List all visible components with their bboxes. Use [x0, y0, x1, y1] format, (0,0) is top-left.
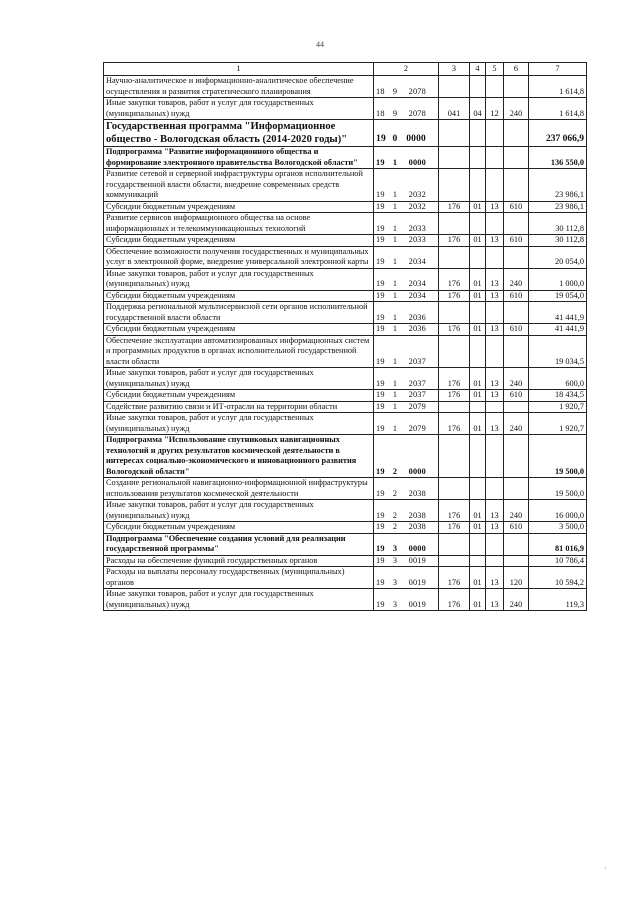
- code-program: 19: [376, 522, 385, 531]
- row-code-cell: [374, 120, 439, 147]
- row-amount-cell: 23 986,1: [529, 201, 587, 213]
- row-subsection-cell: 13: [486, 201, 504, 213]
- table-row: [104, 500, 587, 522]
- header-cell: 4: [470, 63, 486, 76]
- row-subsection-cell: [486, 478, 504, 500]
- row-section-cell: 01: [470, 413, 486, 435]
- budget-table: [103, 62, 587, 611]
- code-subprogram: 1: [392, 279, 398, 288]
- row-expense-type-cell: 610: [504, 201, 529, 213]
- row-expense-type-cell: 240: [504, 413, 529, 435]
- row-name-cell: Субсидии бюджетным учреждениям: [104, 522, 374, 534]
- row-code-cell: [374, 567, 439, 589]
- code-program: 19: [376, 257, 385, 266]
- row-subsection-cell: [486, 246, 504, 268]
- row-code-cell: [374, 169, 439, 202]
- row-expense-type-cell: [504, 147, 529, 169]
- table-row: [104, 213, 587, 235]
- code-direction: 0019: [408, 599, 426, 609]
- code-program: 19: [376, 157, 385, 167]
- row-section-cell: [470, 147, 486, 169]
- row-expense-type-cell: [504, 401, 529, 413]
- code-direction: 2079: [408, 401, 426, 411]
- row-amount-cell: 19 500,0: [529, 478, 587, 500]
- code-direction: 2034: [408, 290, 426, 300]
- code-program: 19: [376, 312, 385, 322]
- row-section-cell: 01: [470, 201, 486, 213]
- row-subsection-cell: 13: [486, 268, 504, 290]
- row-amount-cell: 41 441,9: [529, 324, 587, 336]
- row-code-cell: [374, 368, 439, 390]
- code-direction: 2032: [408, 201, 426, 211]
- row-expense-type-cell: 610: [504, 390, 529, 402]
- row-amount-cell: 237 066,9: [529, 120, 587, 147]
- row-expense-type-cell: [504, 335, 529, 368]
- code-program: 19: [376, 466, 385, 476]
- row-ministry-cell: [439, 435, 470, 478]
- row-subsection-cell: [486, 169, 504, 202]
- code-direction: 0019: [408, 577, 426, 587]
- row-expense-type-cell: [504, 120, 529, 147]
- table-row: [104, 390, 587, 402]
- row-amount-cell: 81 016,9: [529, 533, 587, 555]
- row-section-cell: [470, 302, 486, 324]
- row-subsection-cell: [486, 555, 504, 567]
- row-subsection-cell: 13: [486, 522, 504, 534]
- code-program: 19: [376, 356, 385, 366]
- row-name-cell: Субсидии бюджетным учреждениям: [104, 390, 374, 402]
- row-name-cell: Субсидии бюджетным учреждениям: [104, 290, 374, 302]
- row-section-cell: [470, 246, 486, 268]
- row-subsection-cell: [486, 533, 504, 555]
- row-name-cell: Развитие сервисов информационного общества на основе информационных и телекоммуникационных технологий: [104, 213, 374, 235]
- row-amount-cell: 1 000,0: [529, 268, 587, 290]
- row-code-cell: [374, 201, 439, 213]
- row-section-cell: [470, 401, 486, 413]
- code-subprogram: 1: [392, 157, 398, 167]
- row-ministry-cell: [439, 302, 470, 324]
- row-name-cell: Подпрограмма "Использование спутниковых навигационных технологий и других результатов космической деятельности в интересах социально-экономического и инновационного развития Вологодской области": [104, 435, 374, 478]
- row-expense-type-cell: [504, 246, 529, 268]
- row-expense-type-cell: [504, 302, 529, 324]
- code-program: 18: [376, 108, 385, 118]
- row-code-cell: [374, 324, 439, 336]
- row-name-cell: Иные закупки товаров, работ и услуг для государственных (муниципальных) нужд: [104, 98, 374, 120]
- row-subsection-cell: 13: [486, 368, 504, 390]
- code-program: 19: [376, 390, 385, 399]
- table-row: [104, 147, 587, 169]
- row-section-cell: 01: [470, 324, 486, 336]
- row-code-cell: [374, 98, 439, 120]
- table-row: [104, 555, 587, 567]
- code-direction: 2078: [408, 86, 426, 96]
- table-row: [104, 201, 587, 213]
- code-subprogram: 2: [392, 522, 398, 531]
- code-program: 19: [376, 324, 385, 333]
- table-row: [104, 478, 587, 500]
- code-program: 19: [376, 577, 385, 587]
- table-row: [104, 522, 587, 534]
- code-direction: 2033: [408, 223, 426, 233]
- row-section-cell: 01: [470, 368, 486, 390]
- row-ministry-cell: [439, 76, 470, 98]
- row-ministry-cell: [439, 555, 470, 567]
- row-name-cell: Расходы на выплаты персоналу государственных (муниципальных) органов: [104, 567, 374, 589]
- row-expense-type-cell: 610: [504, 290, 529, 302]
- row-ministry-cell: [439, 533, 470, 555]
- code-subprogram: 1: [392, 201, 398, 211]
- row-subsection-cell: [486, 435, 504, 478]
- code-subprogram: 1: [392, 190, 398, 199]
- code-subprogram: 3: [392, 577, 398, 587]
- row-expense-type-cell: [504, 169, 529, 202]
- row-ministry-cell: 176: [439, 368, 470, 390]
- code-subprogram: 1: [392, 257, 398, 266]
- row-section-cell: 04: [470, 98, 486, 120]
- row-name-cell: Подпрограмма "Развитие информационного общества и формирование электронного правительства Вологодской области": [104, 147, 374, 169]
- table-row: [104, 589, 587, 611]
- code-subprogram: 1: [392, 324, 398, 333]
- table-row: [104, 435, 587, 478]
- row-amount-cell: 3 500,0: [529, 522, 587, 534]
- code-direction: 0000: [408, 544, 426, 553]
- row-name-cell: Иные закупки товаров, работ и услуг для государственных (муниципальных) нужд: [104, 500, 374, 522]
- row-section-cell: 01: [470, 235, 486, 247]
- code-direction: 2038: [408, 522, 426, 531]
- row-expense-type-cell: 240: [504, 589, 529, 611]
- header-cell: 5: [486, 63, 504, 76]
- row-expense-type-cell: 240: [504, 500, 529, 522]
- row-expense-type-cell: 610: [504, 522, 529, 534]
- row-name-cell: Научно-аналитическое и информационно-аналитическое обеспечение осуществления и развития стратегического планирования: [104, 76, 374, 98]
- row-name-cell: Подпрограмма "Обеспечение создания условий для реализации государственной программы": [104, 533, 374, 555]
- row-code-cell: [374, 435, 439, 478]
- code-program: 19: [376, 423, 385, 433]
- table-row: [104, 76, 587, 98]
- code-direction: 2079: [408, 423, 426, 433]
- footer-mark: ': [604, 866, 606, 875]
- code-subprogram: 1: [392, 356, 398, 366]
- code-program: 19: [376, 279, 385, 288]
- row-ministry-cell: 176: [439, 500, 470, 522]
- code-subprogram: 1: [392, 312, 398, 322]
- row-section-cell: 01: [470, 567, 486, 589]
- code-program: 18: [376, 86, 385, 96]
- page-number: 44: [316, 40, 324, 49]
- row-section-cell: [470, 435, 486, 478]
- row-subsection-cell: 13: [486, 324, 504, 336]
- row-code-cell: [374, 478, 439, 500]
- row-name-cell: Субсидии бюджетным учреждениям: [104, 324, 374, 336]
- code-program: 19: [376, 378, 385, 388]
- row-amount-cell: 20 054,0: [529, 246, 587, 268]
- row-subsection-cell: [486, 213, 504, 235]
- table-row: [104, 169, 587, 202]
- row-amount-cell: 19 500,0: [529, 435, 587, 478]
- row-code-cell: [374, 147, 439, 169]
- code-program: 19: [376, 201, 385, 211]
- row-name-cell: Развитие сетевой и серверной инфраструктуры органов исполнительной государственной власти области, внедрение современных средств коммуникаций: [104, 169, 374, 202]
- row-expense-type-cell: 240: [504, 368, 529, 390]
- code-direction: 2038: [408, 488, 426, 498]
- row-section-cell: [470, 335, 486, 368]
- code-direction: 2078: [408, 108, 426, 118]
- row-name-cell: Иные закупки товаров, работ и услуг для государственных (муниципальных) нужд: [104, 413, 374, 435]
- code-direction: 2038: [408, 510, 426, 520]
- row-expense-type-cell: [504, 478, 529, 500]
- row-name-cell: Содействие развитию связи и ИТ-отрасли на территории области: [104, 401, 374, 413]
- row-name-cell: Субсидии бюджетным учреждениям: [104, 235, 374, 247]
- row-ministry-cell: [439, 213, 470, 235]
- code-subprogram: 1: [392, 390, 398, 399]
- table-body: [104, 63, 587, 611]
- code-direction: 0000: [408, 466, 426, 476]
- row-code-cell: [374, 268, 439, 290]
- row-ministry-cell: 176: [439, 413, 470, 435]
- table-row: [104, 533, 587, 555]
- row-name-cell: Расходы на обеспечение функций государственных органов: [104, 555, 374, 567]
- code-program: 19: [376, 599, 385, 609]
- row-expense-type-cell: 240: [504, 98, 529, 120]
- row-name-cell: Государственная программа "Информационное общество - Вологодская область (2014-2020 годы)": [104, 120, 374, 147]
- row-ministry-cell: 176: [439, 201, 470, 213]
- row-subsection-cell: 13: [486, 390, 504, 402]
- row-section-cell: [470, 76, 486, 98]
- code-subprogram: 2: [392, 488, 398, 498]
- code-program: 19: [376, 190, 385, 199]
- row-amount-cell: 1 920,7: [529, 401, 587, 413]
- row-code-cell: [374, 500, 439, 522]
- row-code-cell: [374, 555, 439, 567]
- row-ministry-cell: [439, 169, 470, 202]
- table-row: [104, 302, 587, 324]
- row-ministry-cell: [439, 120, 470, 147]
- row-expense-type-cell: 610: [504, 324, 529, 336]
- table-row: [104, 335, 587, 368]
- row-ministry-cell: [439, 246, 470, 268]
- table-row: [104, 413, 587, 435]
- code-direction: 2034: [408, 279, 426, 288]
- row-subsection-cell: 13: [486, 290, 504, 302]
- row-code-cell: [374, 533, 439, 555]
- row-ministry-cell: 176: [439, 290, 470, 302]
- table-header-row: [104, 63, 587, 76]
- row-ministry-cell: [439, 478, 470, 500]
- table-row: [104, 290, 587, 302]
- header-cell: 3: [439, 63, 470, 76]
- row-ministry-cell: 176: [439, 390, 470, 402]
- row-section-cell: 01: [470, 589, 486, 611]
- row-code-cell: [374, 335, 439, 368]
- row-amount-cell: 30 112,8: [529, 235, 587, 247]
- code-direction: 0019: [408, 555, 426, 565]
- code-direction: 2032: [408, 190, 426, 199]
- row-code-cell: [374, 390, 439, 402]
- row-ministry-cell: [439, 401, 470, 413]
- code-subprogram: 2: [392, 466, 398, 476]
- row-section-cell: [470, 555, 486, 567]
- row-section-cell: [470, 533, 486, 555]
- row-section-cell: 01: [470, 500, 486, 522]
- table-row: [104, 120, 587, 147]
- row-expense-type-cell: [504, 435, 529, 478]
- row-name-cell: Иные закупки товаров, работ и услуг для государственных (муниципальных) нужд: [104, 589, 374, 611]
- header-cell: 6: [504, 63, 529, 76]
- row-subsection-cell: [486, 147, 504, 169]
- table-row: [104, 324, 587, 336]
- row-subsection-cell: 13: [486, 589, 504, 611]
- row-section-cell: 01: [470, 290, 486, 302]
- row-expense-type-cell: 240: [504, 268, 529, 290]
- row-amount-cell: 1 920,7: [529, 413, 587, 435]
- row-ministry-cell: 176: [439, 589, 470, 611]
- row-amount-cell: 16 000,0: [529, 500, 587, 522]
- row-ministry-cell: 176: [439, 324, 470, 336]
- code-subprogram: 3: [392, 544, 398, 553]
- row-code-cell: [374, 76, 439, 98]
- code-program: 19: [376, 401, 385, 411]
- code-subprogram: 1: [392, 378, 398, 388]
- row-name-cell: Иные закупки товаров, работ и услуг для государственных (муниципальных) нужд: [104, 268, 374, 290]
- code-program: 19: [376, 235, 385, 244]
- row-code-cell: [374, 213, 439, 235]
- row-amount-cell: 41 441,9: [529, 302, 587, 324]
- code-program: 19: [376, 555, 385, 565]
- row-subsection-cell: [486, 401, 504, 413]
- code-program: 19: [376, 134, 386, 144]
- row-name-cell: Создание региональной навигационно-информационной инфраструктуры использования результатов космической деятельности: [104, 478, 374, 500]
- row-amount-cell: 1 614,8: [529, 76, 587, 98]
- row-ministry-cell: 176: [439, 268, 470, 290]
- row-amount-cell: 136 550,0: [529, 147, 587, 169]
- row-expense-type-cell: [504, 76, 529, 98]
- row-code-cell: [374, 290, 439, 302]
- row-code-cell: [374, 413, 439, 435]
- row-amount-cell: 30 112,8: [529, 213, 587, 235]
- code-direction: 2033: [408, 235, 426, 244]
- code-program: 19: [376, 223, 385, 233]
- row-amount-cell: 19 054,0: [529, 290, 587, 302]
- code-direction: 2036: [408, 312, 426, 322]
- row-section-cell: 01: [470, 522, 486, 534]
- row-expense-type-cell: 120: [504, 567, 529, 589]
- row-ministry-cell: 041: [439, 98, 470, 120]
- row-subsection-cell: [486, 76, 504, 98]
- code-subprogram: 0: [392, 134, 398, 144]
- code-subprogram: 2: [392, 510, 398, 520]
- table-row: [104, 235, 587, 247]
- row-ministry-cell: [439, 335, 470, 368]
- code-direction: 2036: [408, 324, 426, 333]
- row-code-cell: [374, 302, 439, 324]
- row-code-cell: [374, 246, 439, 268]
- row-code-cell: [374, 401, 439, 413]
- row-subsection-cell: [486, 120, 504, 147]
- table-row: [104, 246, 587, 268]
- row-section-cell: 01: [470, 390, 486, 402]
- row-expense-type-cell: [504, 533, 529, 555]
- row-amount-cell: 18 434,5: [529, 390, 587, 402]
- row-subsection-cell: 13: [486, 413, 504, 435]
- code-subprogram: 1: [392, 290, 398, 300]
- row-amount-cell: 600,0: [529, 368, 587, 390]
- code-direction: 2034: [408, 257, 426, 266]
- row-name-cell: Обеспечение эксплуатации автоматизированных информационных систем и программных продуктов в органах исполнительной государственной власти области: [104, 335, 374, 368]
- code-direction: 0000: [406, 134, 426, 144]
- header-cell: 2: [374, 63, 439, 76]
- row-amount-cell: 23 986,1: [529, 169, 587, 202]
- row-section-cell: [470, 169, 486, 202]
- row-section-cell: 01: [470, 268, 486, 290]
- code-subprogram: 1: [392, 401, 398, 411]
- table-row: [104, 268, 587, 290]
- table-row: [104, 567, 587, 589]
- row-subsection-cell: 13: [486, 235, 504, 247]
- row-ministry-cell: [439, 147, 470, 169]
- row-section-cell: [470, 120, 486, 147]
- row-code-cell: [374, 522, 439, 534]
- row-amount-cell: 19 034,5: [529, 335, 587, 368]
- table-row: [104, 98, 587, 120]
- code-program: 19: [376, 544, 385, 553]
- code-subprogram: 1: [392, 423, 398, 433]
- code-direction: 0000: [408, 157, 426, 167]
- row-subsection-cell: [486, 302, 504, 324]
- code-subprogram: 9: [392, 86, 398, 96]
- row-code-cell: [374, 235, 439, 247]
- row-expense-type-cell: [504, 213, 529, 235]
- row-subsection-cell: [486, 335, 504, 368]
- row-amount-cell: 10 786,4: [529, 555, 587, 567]
- row-ministry-cell: 176: [439, 522, 470, 534]
- row-ministry-cell: 176: [439, 567, 470, 589]
- code-direction: 2037: [408, 390, 426, 399]
- row-name-cell: Субсидии бюджетным учреждениям: [104, 201, 374, 213]
- row-name-cell: Обеспечение возможности получения государственных и муниципальных услуг в электронной форме, внедрение универсальной электронной карты: [104, 246, 374, 268]
- row-section-cell: [470, 213, 486, 235]
- row-subsection-cell: 13: [486, 567, 504, 589]
- row-code-cell: [374, 589, 439, 611]
- row-section-cell: [470, 478, 486, 500]
- row-subsection-cell: 13: [486, 500, 504, 522]
- code-subprogram: 1: [392, 235, 398, 244]
- code-subprogram: 3: [392, 599, 398, 609]
- row-name-cell: Иные закупки товаров, работ и услуг для государственных (муниципальных) нужд: [104, 368, 374, 390]
- header-cell: 1: [104, 63, 374, 76]
- code-program: 19: [376, 510, 385, 520]
- code-direction: 2037: [408, 378, 426, 388]
- table-row: [104, 368, 587, 390]
- code-subprogram: 3: [392, 555, 398, 565]
- row-ministry-cell: 176: [439, 235, 470, 247]
- row-amount-cell: 1 614,8: [529, 98, 587, 120]
- code-program: 19: [376, 488, 385, 498]
- row-subsection-cell: 12: [486, 98, 504, 120]
- table-row: [104, 401, 587, 413]
- row-name-cell: Поддержка региональной мультисервисной сети органов исполнительной государственной власти области: [104, 302, 374, 324]
- code-direction: 2037: [408, 356, 426, 366]
- row-amount-cell: 10 594,2: [529, 567, 587, 589]
- row-amount-cell: 119,3: [529, 589, 587, 611]
- code-subprogram: 9: [392, 108, 398, 118]
- header-cell: 7: [529, 63, 587, 76]
- row-expense-type-cell: 610: [504, 235, 529, 247]
- row-expense-type-cell: [504, 555, 529, 567]
- code-subprogram: 1: [392, 223, 398, 233]
- code-program: 19: [376, 290, 385, 300]
